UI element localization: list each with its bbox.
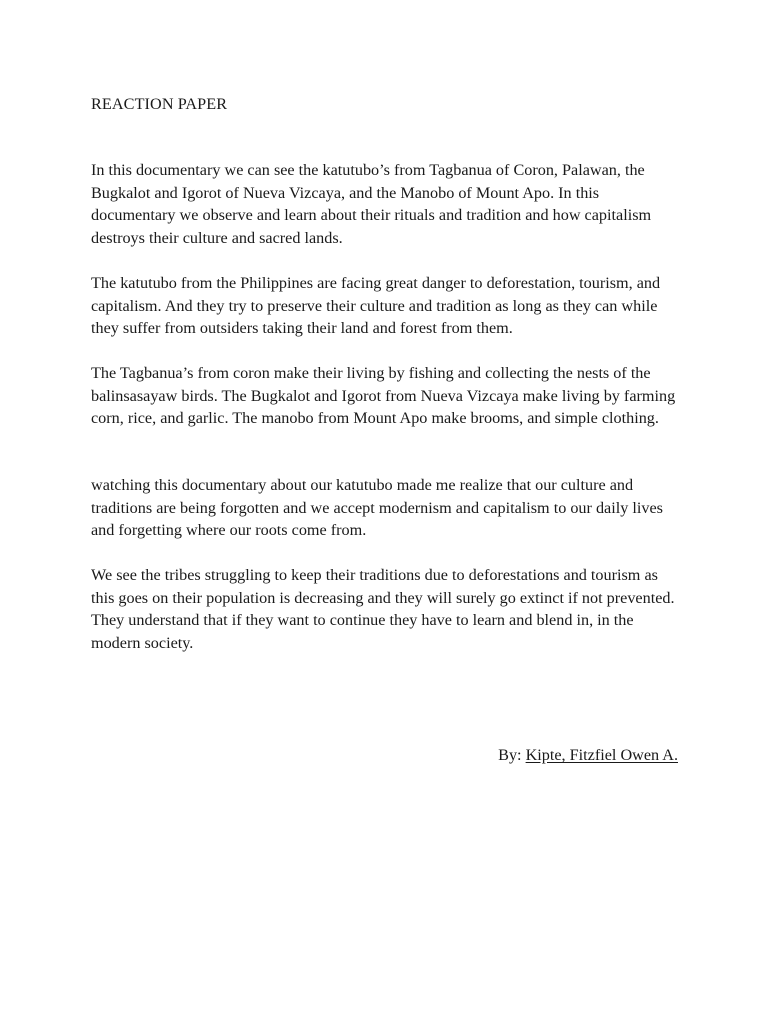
paragraph-livelihood: The Tagbanua’s from coron make their living by fishing and collecting the nests of the balinsasayaw birds. The Bugkalot and Igorot from Nueva Vizcaya make living by farming corn, rice, and garlic. The manobo from Mount Apo make brooms, and simple clothing. <box>91 364 676 427</box>
byline-prefix: By: <box>498 746 522 764</box>
document-title: REACTION PAPER <box>91 95 228 113</box>
paragraph-conclusion: We see the tribes struggling to keep their traditions due to deforestations and tourism as this goes on their population is decreasing and they will surely go extinct if not prevented. They understand that if they want to continue they have to learn and blend in, in the modern society. <box>91 566 675 652</box>
paragraph-threats: The katutubo from the Philippines are facing great danger to deforestation, tourism, and capitalism. And they try to preserve their culture and tradition as long as they can while they suffer from outsiders taking their land and forest from them. <box>91 274 661 337</box>
byline <box>498 744 678 767</box>
paragraph-realization: watching this documentary about our katutubo made me realize that our culture and traditions are being forgotten and we accept modernism and capitalism to our daily lives and forgetting where our roots come from. <box>91 476 663 539</box>
author-name: Kipte, Fitzfiel Owen A. <box>525 746 678 764</box>
paragraph-intro: In this documentary we can see the katutubo’s from Tagbanua of Coron, Palawan, the Bugkalot and Igorot of Nueva Vizcaya, and the Manobo of Mount Apo. In this documentary we observe and learn about their rituals and tradition and how capitalism destroys their culture and sacred lands. <box>91 161 652 247</box>
